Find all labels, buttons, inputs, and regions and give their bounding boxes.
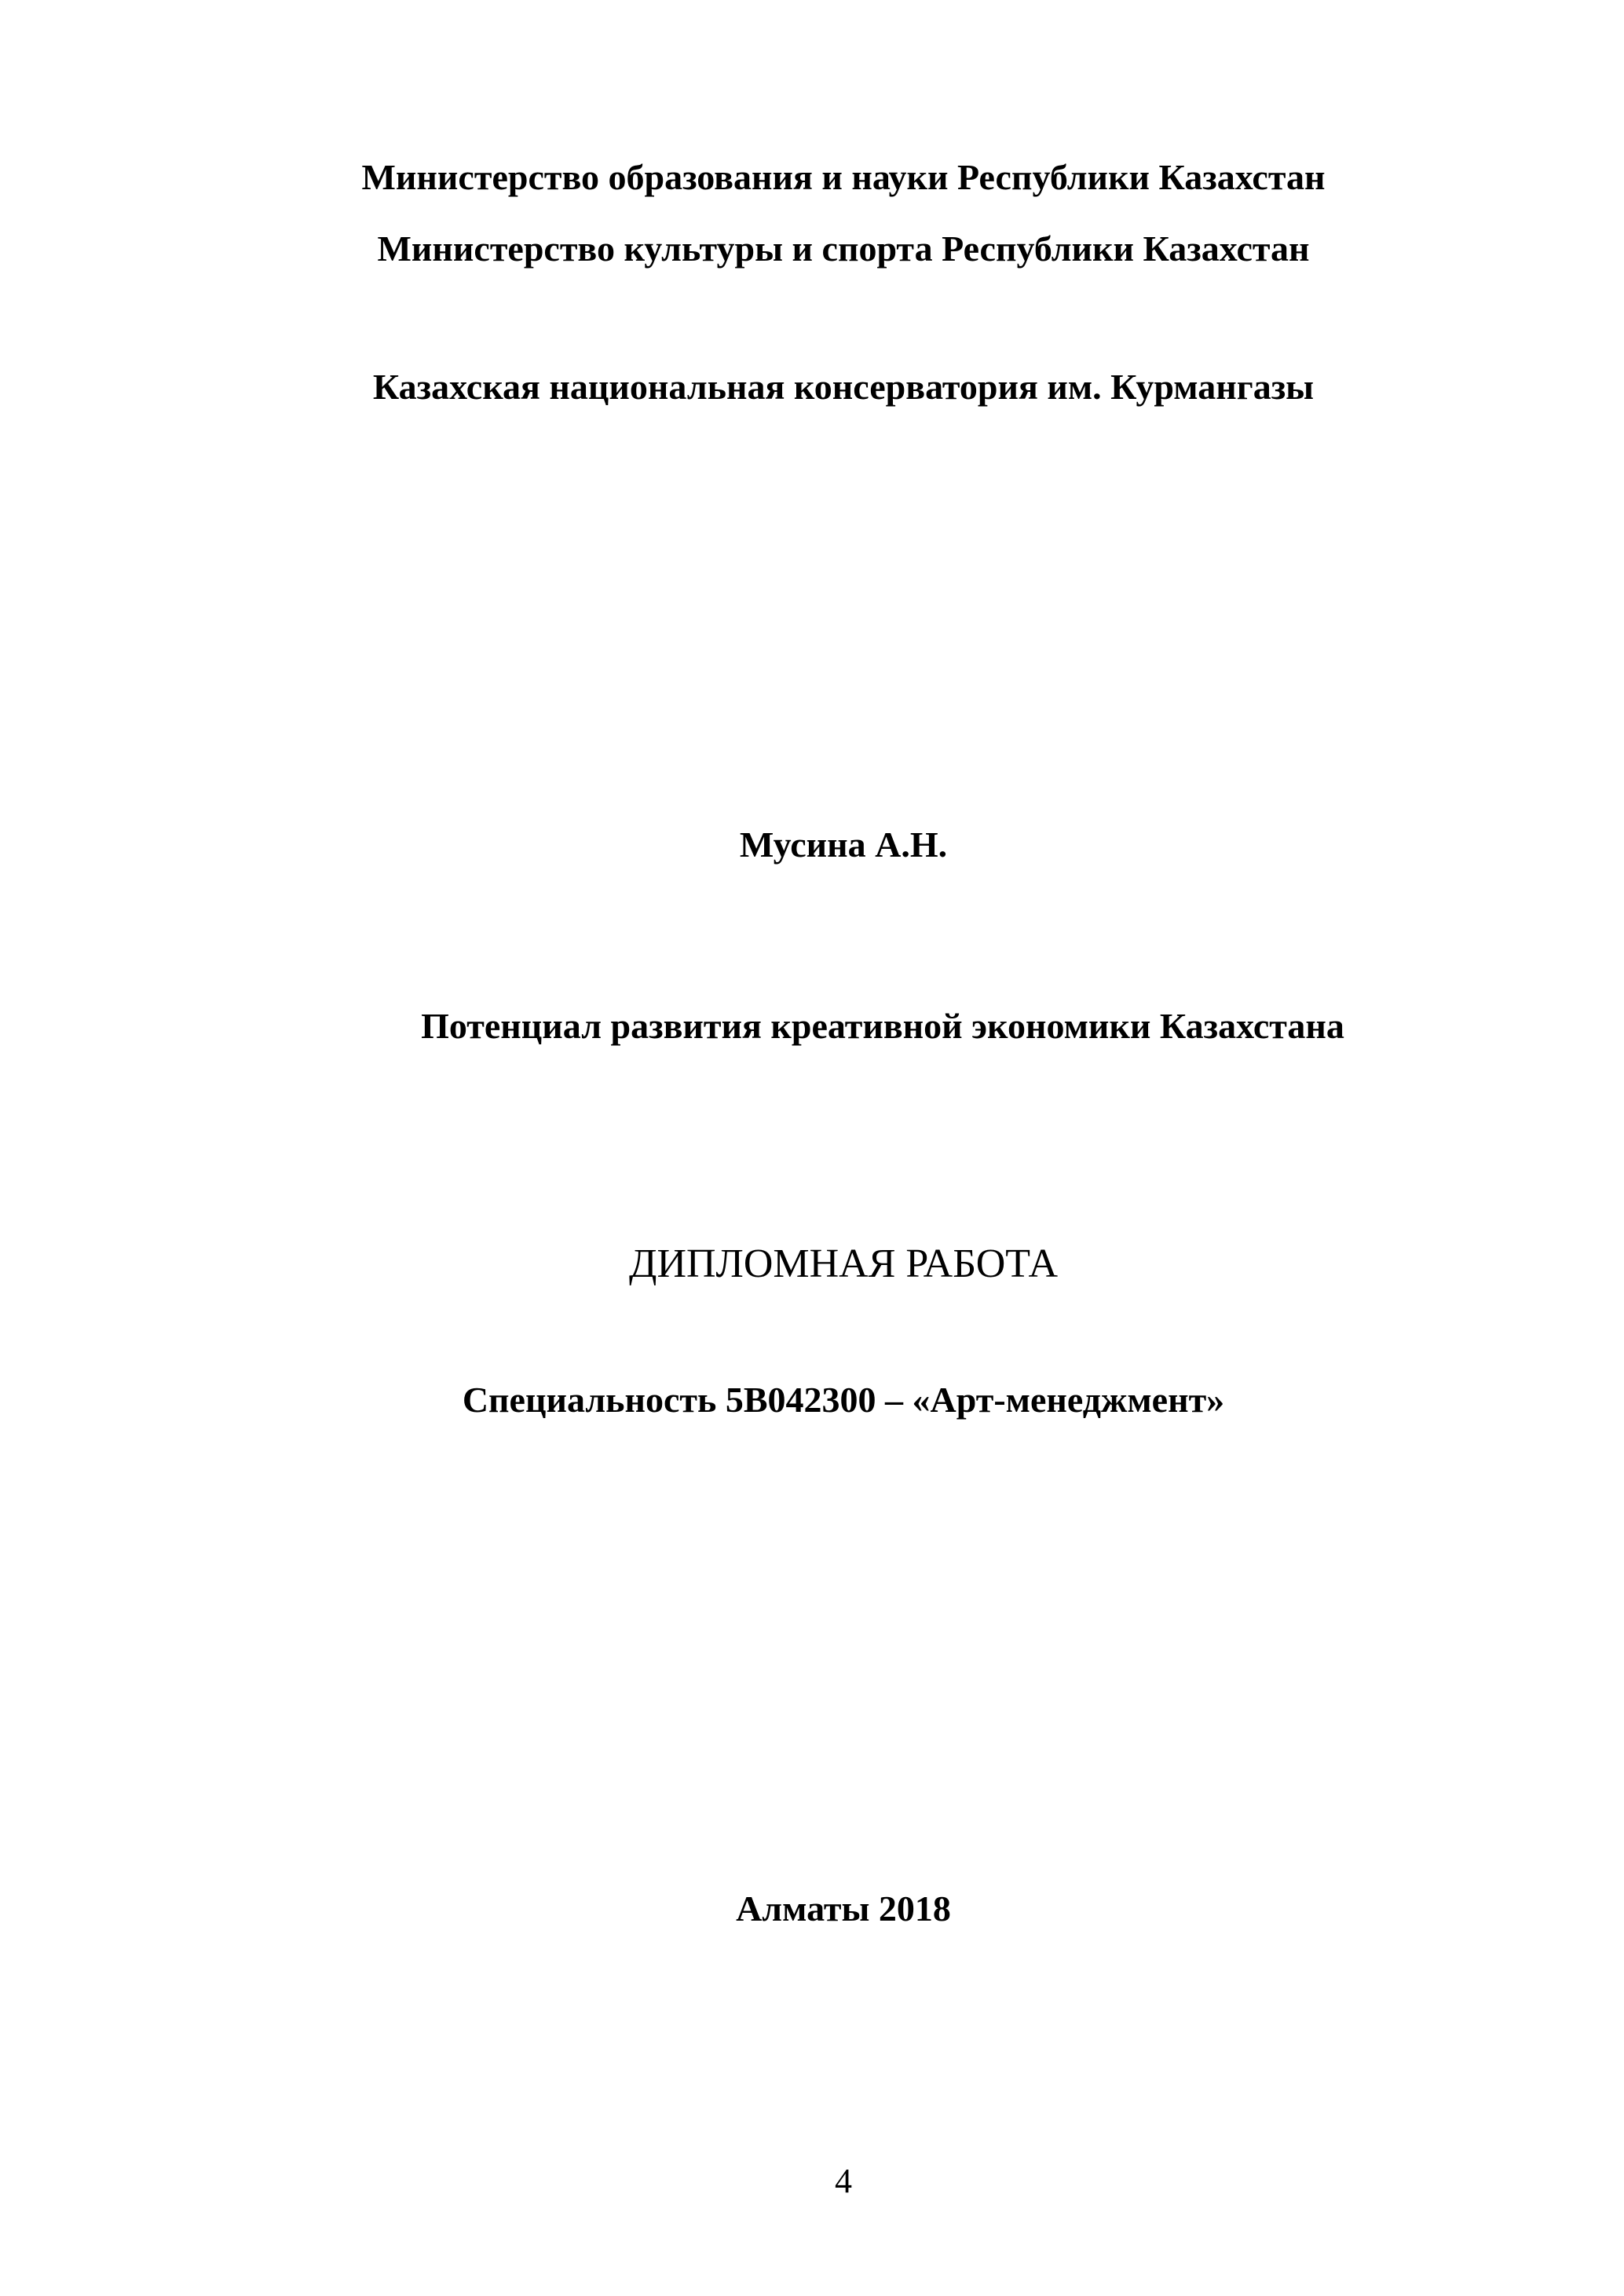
author-name: Мусина А.Н. bbox=[739, 824, 948, 865]
thesis-title: Потенциал развития креативной экономики Казахстана bbox=[421, 1006, 1344, 1046]
ministry-education-heading: Министерство образования и науки Республики Казахстан bbox=[361, 157, 1326, 197]
page-number: 4 bbox=[835, 2162, 852, 2200]
institution-name: Казахская национальная консерватория им. Курмангазы bbox=[372, 367, 1315, 407]
document-type: ДИПЛОМНАЯ РАБОТА bbox=[628, 1241, 1059, 1286]
city-year: Алматы 2018 bbox=[736, 1888, 951, 1929]
ministry-culture-heading: Министерство культуры и спорта Республики Казахстан bbox=[377, 229, 1310, 269]
specialty-line: Специальность 5В042300 – «Арт-менеджмент» bbox=[462, 1380, 1225, 1420]
